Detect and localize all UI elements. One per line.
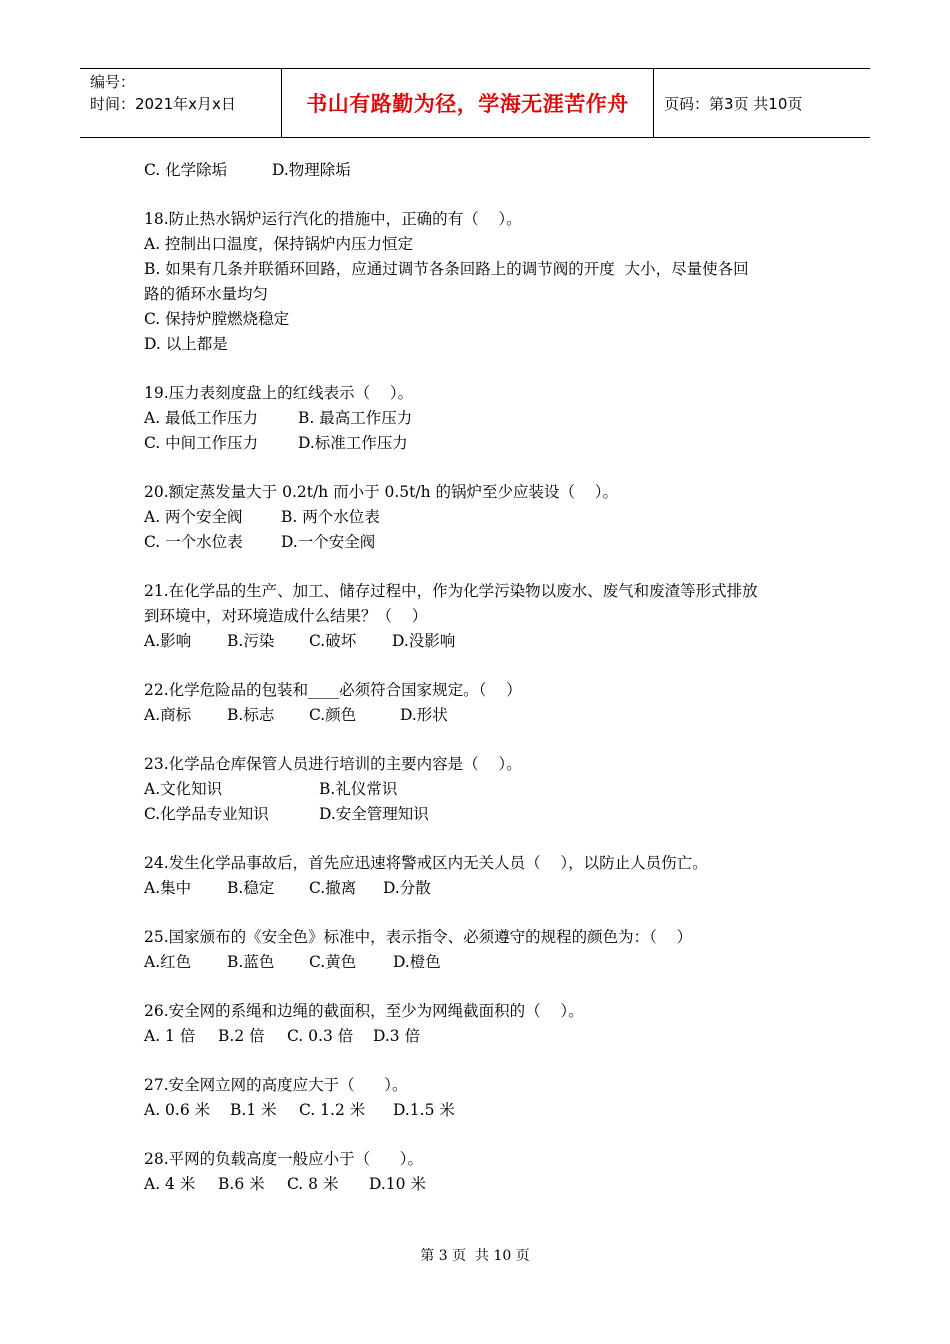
spacer: [144, 901, 824, 925]
footer-page-number: 第 3 页 共 10 页: [420, 1248, 530, 1264]
options-line: [144, 1024, 824, 1049]
text-line: 19.压力表刻度盘上的红线表示（ ）。: [144, 384, 414, 402]
text-line: 18.防止热水锅炉运行汽化的措施中，正确的有（ ）。: [144, 210, 522, 228]
options-line: [144, 703, 824, 728]
page-info-text: 页码：第3页 共10页: [664, 94, 803, 113]
option-item: D.3 倍: [373, 1027, 421, 1045]
text-line: D. 以上都是: [144, 335, 228, 353]
option-item: D.分散: [383, 879, 431, 897]
header-meta: [80, 69, 282, 137]
options-line: [144, 505, 824, 530]
options-line: [144, 431, 824, 456]
options-line: [144, 777, 824, 802]
options-line: [144, 876, 824, 901]
option-item: D.物理除垢: [272, 161, 351, 179]
spacer: [144, 357, 824, 381]
option-item: C. 8 米: [287, 1175, 339, 1193]
option-item: B. 最高工作压力: [298, 409, 413, 427]
option-item: A.集中: [144, 879, 192, 897]
options-line: [144, 158, 824, 183]
options-line: [144, 1098, 824, 1123]
spacer: [144, 555, 824, 579]
option-item: A.商标: [144, 706, 192, 724]
option-item: D.没影响: [392, 632, 456, 650]
text-line: B. 如果有几条并联循环回路，应通过调节各条回路上的调节阀的开度 大小，尽量使各回: [144, 260, 749, 278]
option-item: A.影响: [144, 632, 192, 650]
option-item: A. 1 倍: [144, 1027, 196, 1045]
option-item: B. 两个水位表: [281, 508, 380, 526]
options-line: [144, 629, 824, 654]
option-item: B.2 倍: [218, 1027, 265, 1045]
text-line: 路的循环水量均匀: [144, 285, 269, 303]
motto-text: 书山有路勤为径，学海无涯苦作舟: [306, 92, 629, 116]
spacer: [144, 183, 824, 207]
text-line: 20.额定蒸发量大于 0.2t/h 而小于 0.5t/h 的锅炉至少应装设（ ）。: [144, 483, 618, 501]
option-item: A.文化知识: [144, 780, 223, 798]
option-item: C. 1.2 米: [299, 1101, 366, 1119]
option-item: A. 4 米: [144, 1175, 196, 1193]
text-line: 22.化学危险品的包装和____必须符合国家规定。（ ）: [144, 681, 522, 699]
option-item: B.1 米: [230, 1101, 277, 1119]
option-item: C.黄色: [309, 953, 357, 971]
option-item: B.稳定: [227, 879, 275, 897]
option-item: C. 一个水位表: [144, 533, 243, 551]
spacer: [144, 654, 824, 678]
header-motto: [282, 69, 654, 137]
option-item: B.标志: [227, 706, 275, 724]
text-line: 到环境中，对环境造成什么结果？（ ）: [144, 607, 428, 625]
option-item: D.形状: [400, 706, 448, 724]
options-line: [144, 406, 824, 431]
time-label: 时间：2021年x月x日: [90, 95, 236, 113]
options-line: [144, 530, 824, 555]
page-header: [80, 68, 870, 138]
spacer: [144, 975, 824, 999]
spacer: [144, 728, 824, 752]
text-line: A. 控制出口温度，保持锅炉内压力恒定: [144, 235, 414, 253]
option-item: A. 最低工作压力: [144, 409, 259, 427]
option-item: C.化学品专业知识: [144, 805, 269, 823]
option-item: D.1.5 米: [393, 1101, 455, 1119]
options-line: [144, 950, 824, 975]
header-page-info: [654, 69, 870, 137]
text-line: 21.在化学品的生产、加工、储存过程中，作为化学污染物以废水、废气和废渣等形式排放: [144, 582, 758, 600]
option-item: C. 化学除垢: [144, 161, 228, 179]
option-item: B.污染: [227, 632, 275, 650]
question-list: [144, 158, 824, 1197]
option-item: C.撤离: [309, 879, 357, 897]
option-item: D.安全管理知识: [319, 805, 429, 823]
text-line: C. 保持炉膛燃烧稳定: [144, 310, 290, 328]
text-line: 26.安全网的系绳和边绳的截面积，至少为网绳截面积的（ ）。: [144, 1002, 584, 1020]
spacer: [144, 456, 824, 480]
option-item: C.破坏: [309, 632, 357, 650]
option-item: C.颜色: [309, 706, 357, 724]
option-item: D.标准工作压力: [298, 434, 408, 452]
spacer: [144, 1049, 824, 1073]
option-item: D.一个安全阀: [281, 533, 376, 551]
option-item: C. 中间工作压力: [144, 434, 259, 452]
spacer: [144, 827, 824, 851]
option-item: A. 0.6 米: [144, 1101, 211, 1119]
text-line: 25.国家颁布的《安全色》标准中，表示指令、必须遵守的规程的颜色为：（ ）: [144, 928, 693, 946]
text-line: 23.化学品仓库保管人员进行培训的主要内容是（ ）。: [144, 755, 522, 773]
options-line: [144, 802, 824, 827]
options-line: [144, 1172, 824, 1197]
option-item: B.蓝色: [227, 953, 275, 971]
option-item: B.6 米: [218, 1175, 265, 1193]
text-line: 27.安全网立网的高度应大于（ ）。: [144, 1076, 408, 1094]
spacer: [144, 1123, 824, 1147]
option-item: D.橙色: [393, 953, 441, 971]
page-footer: [0, 1245, 950, 1265]
option-item: B.礼仪常识: [319, 780, 398, 798]
serial-label: 编号：: [90, 73, 136, 91]
text-line: 28.平网的负载高度一般应小于（ ）。: [144, 1150, 423, 1168]
option-item: D.10 米: [369, 1175, 426, 1193]
option-item: A. 两个安全阀: [144, 508, 243, 526]
option-item: C. 0.3 倍: [287, 1027, 354, 1045]
option-item: A.红色: [144, 953, 192, 971]
text-line: 24.发生化学品事故后，首先应迅速将警戒区内无关人员（ ），以防止人员伤亡。: [144, 854, 708, 872]
